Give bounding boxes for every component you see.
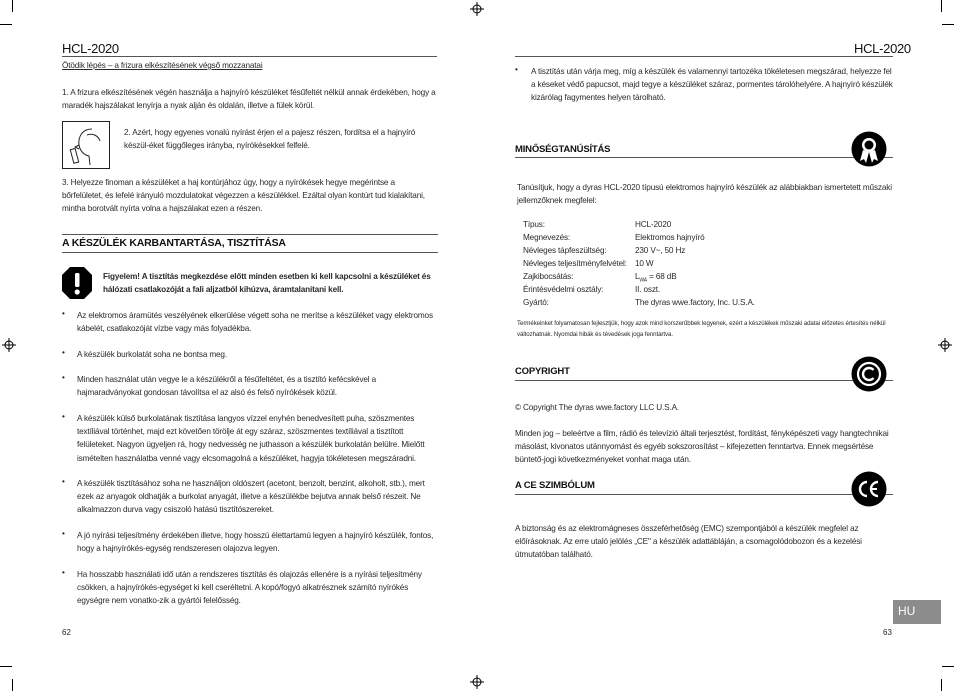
- list-item: Ha hosszabb használati idő után a rendszeres tisztítás és olajozás ellenére is a nyírási teljesítmény csökken, a hajnyírókés-egységet ki kell cseréltetni. A kopó/fogyó alkatrésznek számító nyírókés egységre nem vonatko-zik a gyártói felelősség.: [77, 570, 422, 606]
- registration-mark-icon: [470, 675, 484, 689]
- crop-mark: [942, 666, 954, 667]
- right-page-number: 63: [883, 628, 892, 637]
- section-divider: [515, 157, 893, 158]
- left-page-number: 62: [62, 628, 71, 637]
- registration-mark-icon: [2, 338, 16, 352]
- registration-mark-icon: [938, 338, 952, 352]
- copyright-section-title: COPYRIGHT: [515, 366, 570, 377]
- header-divider: [515, 56, 893, 57]
- crop-mark: [942, 24, 954, 25]
- copyright-line: © Copyright The dyras wwe.factory LLC U.S.A.: [515, 403, 680, 412]
- copyright-text: Minden jog – beleértve a film, rádió és televízió általi terjesztést, fordítást, fényképészeti vagy hangtechnikai másolást, kivonatos utánnyomást és egyéb sokszorosítást – kifejezetten fenntartva. Ennek megsértése büntető-jogi következményeket vonhat maga után.: [515, 429, 889, 465]
- ce-section-title: A CE SZIMBÓLUM: [515, 480, 595, 491]
- section-divider: [515, 494, 893, 495]
- list-item: A jó nyírási teljesítmény érdekében illetve, hogy hosszú élettartamú legyen a hajnyíró készülék, fontos, hogy a hajnyírókés-egység rendszeresen olajozva legyen.: [77, 531, 434, 554]
- step-five-subtitle: Ötödik lépés – a frizura elkészítésének végső mozzanatai: [62, 61, 263, 70]
- quality-text: Tanúsítjuk, hogy a dyras HCL-2020 típusú elektromos hajnyíró készülék az alábbiakban ismertetett műszaki jellemzőknek megfelel:: [517, 183, 892, 206]
- storage-text: A tisztítás után várja meg, míg a készülék és valamennyi tartozéka tökéletesen megszárad, helyezze fel a késeket védő papucsot, majd tegye a készüléket száraz, pormentes tárolóhelyére. A hajnyíró készülék kizárólag fagymentes helyen tárolható.: [531, 67, 893, 103]
- section-divider: [515, 380, 893, 381]
- warning-icon: [62, 267, 92, 299]
- registration-mark-icon: [470, 2, 484, 16]
- ce-mark-icon: [851, 471, 887, 507]
- crop-mark: [12, 679, 13, 691]
- list-item: A készülék tisztításához soha ne használjon oldószert (acetont, benzolt, benzint, alkoholt, stb.), mert ezek az anyagok oldhatják a burkolat anyagát, illetve a készülékbe bejutva annak belső részeit. Ne alkalmazzon durva vagy csiszoló hatású tisztítószereket.: [77, 479, 425, 515]
- crop-mark: [941, 0, 942, 12]
- left-page-header: HCL-2020: [62, 41, 119, 56]
- header-divider: [62, 56, 437, 57]
- crop-mark: [0, 24, 12, 25]
- section-divider: [62, 252, 438, 253]
- crop-mark: [941, 679, 942, 691]
- list-item: Minden használat után vegye le a készülékről a fésűfeltétet, és a tisztító kefécskével a hajmaradványokat gondosan távolítsa el az alsó és felső nyírókések közül.: [77, 375, 377, 398]
- list-item: Az elektromos áramütés veszélyének elkerülése végett soha ne merítse a készüléket vagy elektromos kábelét, csatlakozóját vízbe vagy más folyadékba.: [77, 311, 433, 334]
- step-1-text: 1. A frizura elkészítésének végén használja a hajnyíró készüléket fésűfeltét nélkül annak érdekében, hogy a maradék hajszálakat lenyírja a nyak alján és oldalán, illetve a fülek körül.: [62, 88, 436, 111]
- warning-text: Figyelem! A tisztítás megkezdése előtt minden esetben ki kell kapcsolni a készüléket és hálózati csatlakozóját a fali aljzatból kihúzva, áramtalanítani kell.: [103, 272, 431, 295]
- list-item: A készülék burkolatát soha ne bontsa meg.: [77, 350, 227, 359]
- step-3-text: 3. Helyezze finoman a készüléket a haj kontúrjához úgy, hogy a nyírókések hegye megérintse a bőrfelületet, és lefelé irányuló mozdulatokat végezzen a készülékkel. Ezáltal olyan kontúrt tud kialakítani, mintha borotvált nyírta volna a hajszálakat ezen a részen.: [62, 178, 425, 214]
- crop-mark: [0, 666, 12, 667]
- quality-section-title: MINŐSÉGTANÚSÍTÁS: [515, 144, 611, 155]
- maintenance-section-title: A KÉSZÜLÉK KARBANTARTÁSA, TISZTÍTÁSA: [62, 237, 286, 249]
- trimming-illustration-icon: [62, 121, 110, 169]
- quality-seal-icon: [851, 131, 887, 167]
- ce-text: A biztonság és az elektromágneses összeférhetőség (EMC) szempontjából a készülék megfelel az előírásoknak. Az erre utaló jelölés „CE" a készülék adattábláján, a csomagolódobozon és a kezelési útmutatóban található.: [515, 524, 862, 560]
- section-divider: [62, 234, 438, 235]
- crop-mark: [12, 0, 13, 12]
- copyright-icon: [851, 356, 887, 392]
- right-page-header: HCL-2020: [854, 41, 911, 56]
- list-item: A készülék külső burkolatának tisztítása langyos vízzel enyhén benedvesített puha, szöszmentes textíliával történhet, majd ezt követően törölje át egy száraz, szöszmentes textíliával a tisztított felületeket. Nagyon ügyeljen rá, hogy nedvesség ne juthasson a készülék burkolatán belülre. Mielőtt ismételten használatba venné vagy elcsomagolná a készüléket, hagyja tökéletesen megszáradni.: [77, 414, 425, 463]
- step-2-text: 2. Azért, hogy egyenes vonalú nyírást érjen el a pajesz részen, fordítsa el a hajnyíró készül-éket függőleges irányba, nyírókésekkel felfelé.: [124, 128, 416, 151]
- language-badge: HU: [893, 600, 941, 624]
- disclaimer-text: Termékeinket folyamatosan fejlesztjük, hogy azok mind korszerűbbek legyenek, ezért a készülékek műszaki adatai előzetes értesítés nélkül változhatnak. Nyomdai hibák és tévedések joga fenntartva.: [517, 320, 886, 338]
